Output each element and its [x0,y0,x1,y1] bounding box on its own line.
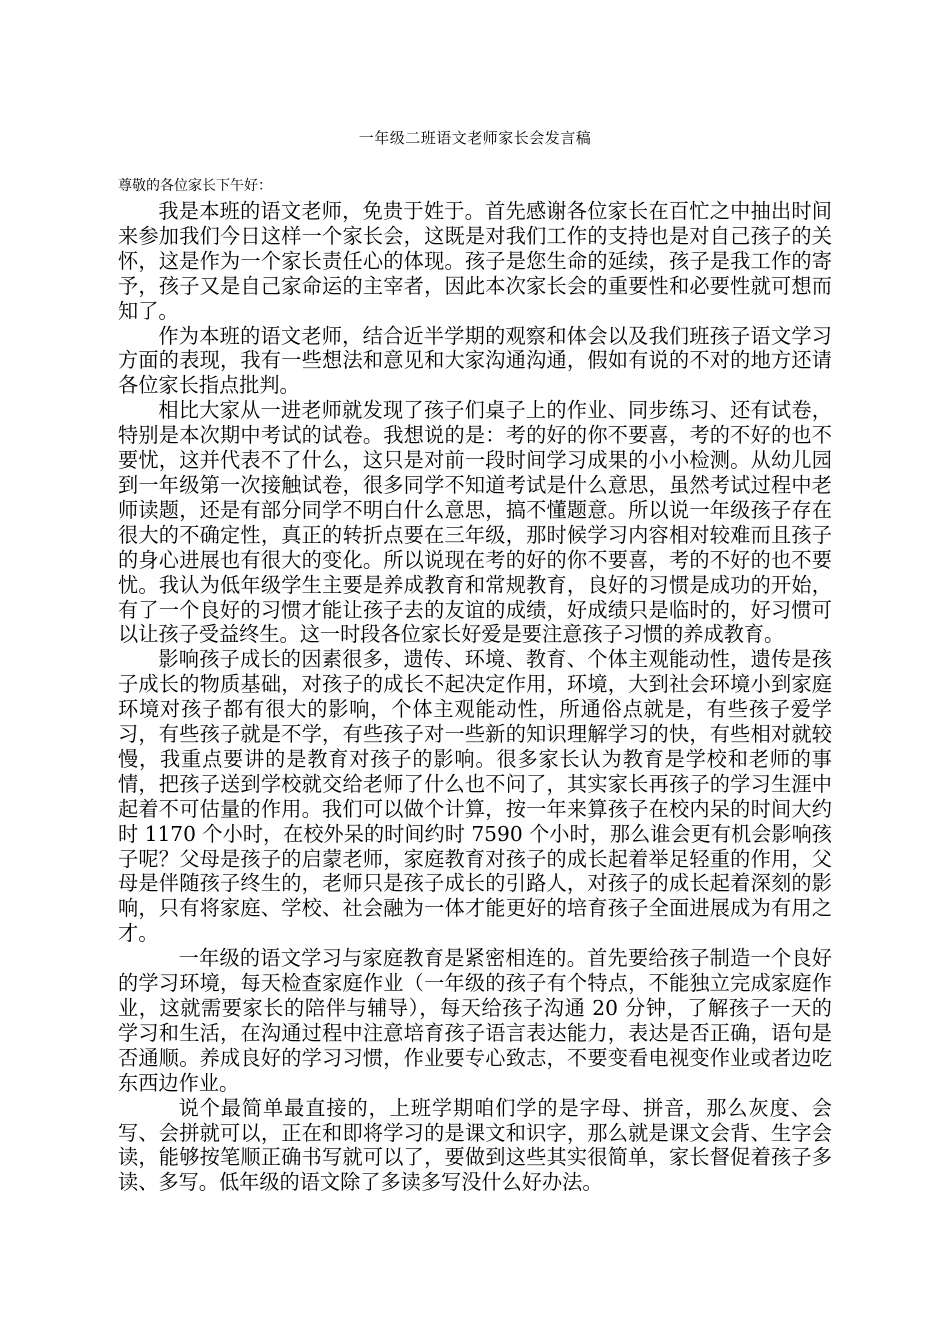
paragraph-3: 相比大家从一进老师就发现了孩子们桌子上的作业、同步练习、还有试卷，特别是本次期中考试的试卷。我想说的是：考的好的你不要喜，考的不好的也不要忧，这并代表不了什么，这只是对前一段时间学习成果的小小检测。从幼儿园到一年级第一次接触试卷，很多同学不知道考试是什么意思，虽然考试过程中老师读题，还是有部分同学不明白什么意思，搞不懂题意。所以说一年级孩子存在很大的不确定性，真正的转折点要在三年级，那时候学习内容相对较难而且孩子的身心进展也有很大的变化。所以说现在考的好的你不要喜，考的不好的也不要忧。我认为低年级学生主要是养成教育和常规教育，良好的习惯是成功的开始，有了一个良好的习惯才能让孩子去的友谊的成绩，好成绩只是临时的，好习惯可以让孩子受益终生。这一时段各位家长好爱是要注意孩子习惯的养成教育。 [118,398,832,647]
document-title: 一年级二班语文老师家长会发言稿 [358,129,592,147]
paragraph-1: 我是本班的语文老师，免贵于姓于。首先感谢各位家长在百忙之中抽出时间来参加我们今日这样一个家长会，这既是对我们工作的支持也是对自己孩子的关怀，这是作为一个家长责任心的体现。孩子是您生命的延续，孩子是我工作的寄予，孩子又是自己家命运的主宰者，因此本次家长会的重要性和必要性就可想而知了。 [118,199,832,323]
paragraph-6: 说个最简单最直接的，上班学期咱们学的是字母、拼音，那么灰度、会写、会拼就可以，正在和即将学习的是课文和识字，那么就是课文会背、生字会读，能够按笔顺正确书写就可以了，要做到这些其实很简单，家长督促着孩子多读、多写。低年级的语文除了多读多写没什么好办法。 [118,1095,832,1195]
document-body [118,199,832,1195]
paragraph-2: 作为本班的语文老师，结合近半学期的观察和体会以及我们班孩子语文学习方面的表现，我有一些想法和意见和大家沟通沟通，假如有说的不对的地方还请各位家长指点批判。 [118,323,832,398]
greeting-line: 尊敬的各位家长下午好： [118,178,272,194]
paragraph-4: 影响孩子成长的因素很多，遗传、环境、教育、个体主观能动性，遗传是孩子成长的物质基础，对孩子的成长不起决定作用，环境，大到社会环境小到家庭环境对孩子都有很大的影响，个体主观能动性，所通俗点就是，有些孩子爱学习，有些孩子就是不学，有些孩子对一些新的知识理解学习的快，有些相对就较慢，我重点要讲的是教育对孩子的影响。很多家长认为教育是学校和老师的事情，把孩子送到学校就交给老师了什么也不问了，其实家长再孩子的学习生涯中起着不可估量的作用。我们可以做个计算，按一年来算孩子在校内呆的时间大约时 1170 个小时，在校外呆的时间约时 7590 个小时，那么谁会更有机会影响孩子呢？父母是孩子的启蒙老师，家庭教育对孩子的成长起着举足轻重的作用，父母是伴随孩子终生的，老师只是孩子成长的引路人，对孩子的成长起着深刻的影响，只有将家庭、学校、社会融为一体才能更好的培育孩子全面进展成为有用之才。 [118,647,832,946]
paragraph-5: 一年级的语文学习与家庭教育是紧密相连的。首先要给孩子制造一个良好的学习环境，每天检查家庭作业（一年级的孩子有个特点，不能独立完成家庭作业，这就需要家长的陪伴与辅导），每天给孩子沟通 20 分钟，了解孩子一天的学习和生活，在沟通过程中注意培育孩子语言表达能力，表达是否正确，语句是否通顺。养成良好的学习习惯，作业要专心致志，不要变看电视变作业或者边吃东西边作业。 [118,946,832,1095]
